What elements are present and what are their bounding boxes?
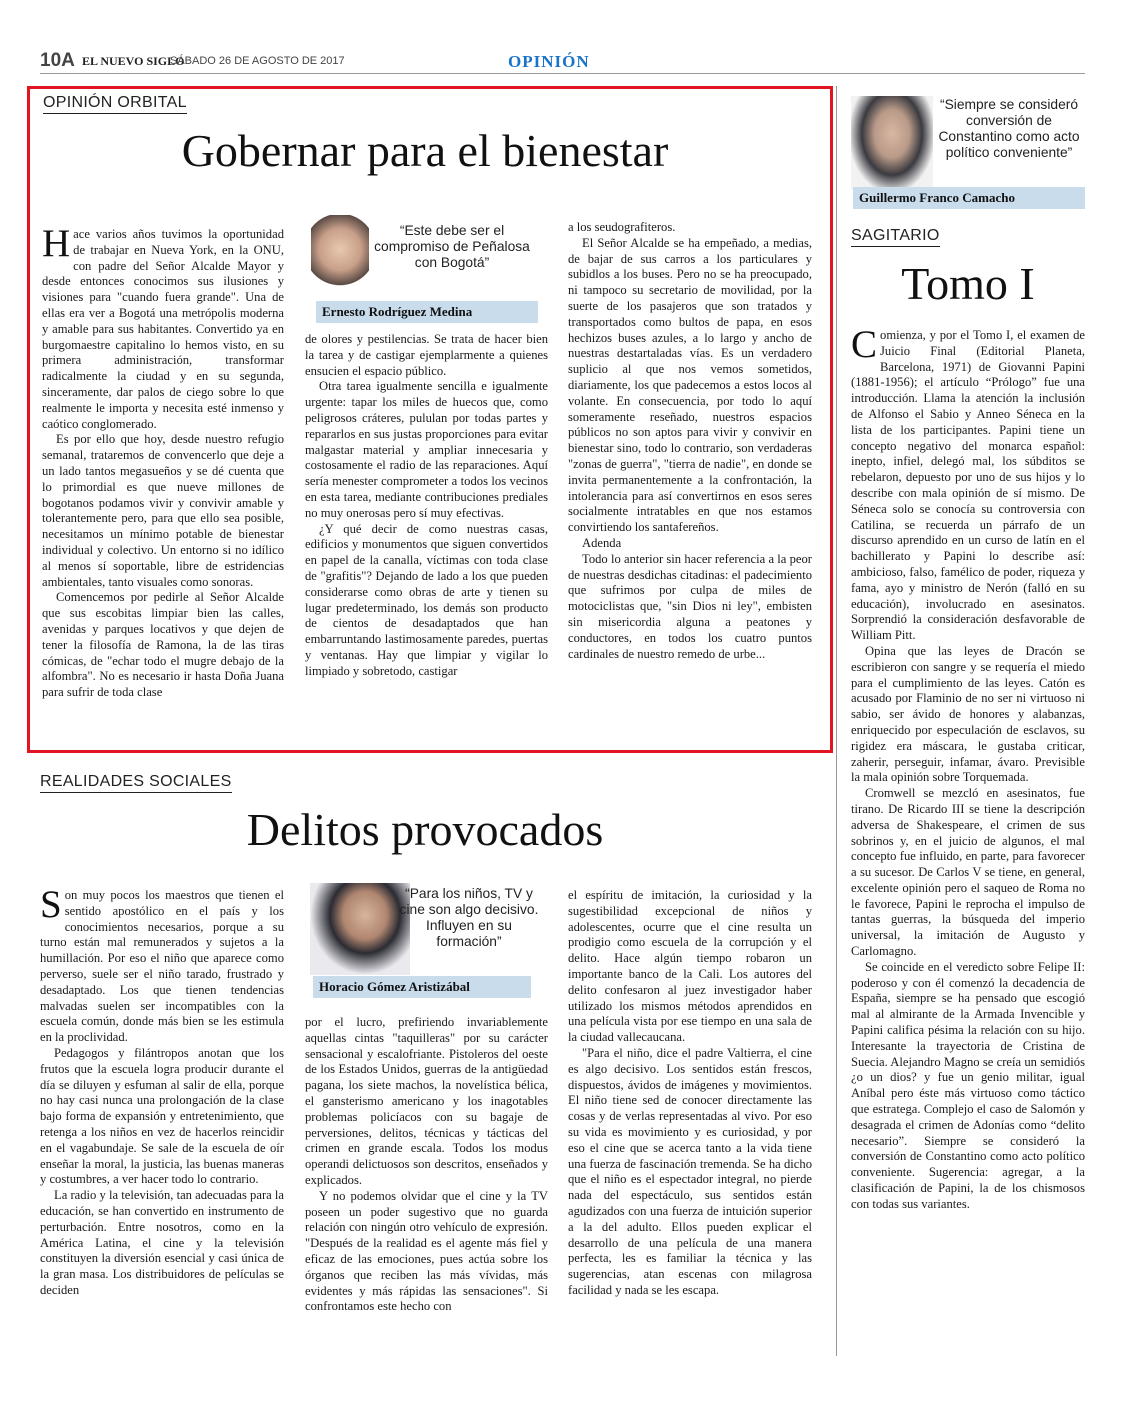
article2-author: Horacio Gómez Aristizábal <box>313 976 531 998</box>
article1-author: Ernesto Rodríguez Medina <box>316 301 538 323</box>
article3-title: Tomo I <box>901 258 1035 309</box>
dropcap: C <box>851 328 878 366</box>
article3-kicker: SAGITARIO <box>851 227 940 247</box>
page-number: 10A <box>40 50 75 71</box>
article2-column-1: Son muy pocos los maestros que tienen el sentido apostólico en el país y los conocimientos necesarios, porque a su turno están mal remunerados y sujetos a la humillación. Por eso el niño que aparece como perverso, suele ser el niño tarado, frustrado y desadaptado. Los que tienen tendencias malvadas suelen ser incompatibles con la escuela común, donde más bien se les estimula en la proclividad. Pedagogos y filántropos anotan que los frutos que la escuela logra producir durante el día se diluyen y esfuman al salir de ella, porque no hay casi nunca una prolongación de la clase bajo forma de expansión y entretenimiento, que retenga a los niños en vez de hacerlos reincidir en el vagabundaje. Se sale de la escuela de oír enseñar la moral, la justicia, las buenas maneras y costumbres, a ver hacer todo lo contrario. La radio y la televisión, tan adecuadas para la educación, se han convertido en instrumento de perturbación. Entre nosotros, como en la América Latina, el cine y la televisión constituyen la diversión esencial y casi única de la gran masa. Los distribuidores de películas se deciden <box>40 888 284 1297</box>
article3-author: Guillermo Franco Camacho <box>853 187 1085 209</box>
publication-name: EL NUEVO SIGLO <box>82 54 185 68</box>
author-photo <box>851 96 933 190</box>
article1-kicker: OPINIÓN ORBITAL <box>43 94 187 114</box>
article3-column: Comienza, y por el Tomo I, el examen de Juicio Final (Editorial Planeta, Barcelona, 1971) de Giovanni Papini (1881-1956); el artículo “Prólogo” fue una introducción. Llama la atención la inclusión de Alfonso el Sabio y Anneo Séneca en la lista de los participantes. Papini tiene un concepto negativo del monarca español: inepto, infiel, delegó mal, los súbditos se rebelaron, depuesto por uno de sus hijos y lo describe con mala opinión de sí mismo. De Séneca solo se conocía su controversia con Catilina, se recuerda un párrafo de un discurso aprendido en un curso de latín en el bachillerato y Papini lo describe así: ambicioso, falso, famélico de poder, riqueza y fama, ayo y ministro de Nerón (falló en su educación), involucrado en asesinatos. Sorprendió la consideración desfavorable de William Pitt. Opina que las leyes de Dracón se escribieron con sangre y se requería el miedo para el cumplimiento de las leyes. Catón es acusado por Flaminio de no ser ni virtuoso ni sabio, ser ávido de honores y alabanzas, enriquecido por especulación de esclavos, su rigidez era máscara, le gustaba criticar, zaherir, perseguir, infamar, ávaro. Previsible la mala opinión sobre Torquemada. Cromwell se mezcló en asesinatos, fue tirano. De Ricardo III se tiene la descripción adversa de Shakespeare, el crimen de sus sobrinos y, en el juicio de algunos, el mal concepto fue influido, en parte, para favorecer a su sucesor. De Carlos V se tiene, en general, excelente opinión pero el saqueo de Roma no le favorece, Papini le reprocha el impulso de tantas guerras, la búsqueda del imperio universal, la imitación de Augusto y Carlomagno. Se coincide en el veredicto sobre Felipe II: poderoso y con él comenzó la decadencia de España, siempre se ha pensado que escogió mal al almirante de la Armada Invencible y Papini califica pésima la relación con su hijo. Interesante la trayectoria de Cristina de Suecia. Alejandro Magno se creía un semidiós ¿o un dios? y fue un genio militar, igual Aníbal pero éste más virtuoso como táctico que estratega. Complejo el caso de Salomón y desagrada el crimen de Adonías como “delito necesario”. Siempre se consideró la conversión de Constantino como acto político conveniente. Sugerencia: agregar, a la clasificación de Papini, la de los chismosos con todas sus variantes. <box>851 328 1085 1211</box>
article2-title: Delitos provocados <box>246 804 604 855</box>
article2-kicker: REALIDADES SOCIALES <box>40 773 232 793</box>
dropcap: S <box>40 888 62 926</box>
article2-pull-quote: “Para los niños, TV y cine son algo decisivo. Influyen en su formación” <box>399 886 539 949</box>
article2-column-3: el espíritu de imitación, la curiosidad y la sugestibilidad excepcional de niños y adolescentes, ocurre que el cine resulta un prodigio como escuela de la corrupción y el delito. Hace algún tiempo robaron un importante banco de la Cali. Los autores del delito confesaron al juez investigador haber utilizado los mismos métodos aprendidos en una película vista por ese tiempo en una sala de la ciudad vallecaucana. "Para el niño, dice el padre Valtierra, el cine es algo decisivo. Los sentidos están frescos, dispuestos, ávidos de imágenes y movimientos. El niño tiene sed de conocer directamente las cosas y de verlas representadas al vivo. Por eso su vida es movimiento y es curiosidad, y por eso el cine que se acerca tanto a la vida tiene una fuerza de fascinación tremenda. Se ha dicho que el niño es el espectador integral, no pierde nada del espectáculo, sus sentidos están agudizados con una fuerza de intuición superior a la del adulto. Ellos pueden explicar el desarrollo de una película de una manera perfecta, les es familiar la técnica y las sugerencias, atan escenas con milagrosa facilidad y nada se les escapa. <box>568 888 812 1297</box>
masthead <box>40 50 1085 74</box>
issue-date: SÁBADO 26 DE AGOSTO DE 2017 <box>170 55 345 67</box>
dropcap: H <box>42 227 71 265</box>
column-divider <box>836 86 837 1356</box>
article2-column-2: por el lucro, prefiriendo invariablemente aquellas cintas "taquilleras" por su carácter sensacional y escalofriante. Pistoleros del oeste de los Estados Unidos, guerras de la antigüedad pagana, los siete machos, la novelística bélica, el gansterismo americano y los inagotables problemas policíacos con su bagaje de perversiones, delitos, técnicas y tácticas del crimen en grande escala. Todos los modus operandi delictuosos son descritos, enseñados y explicados. Y no podemos olvidar que el cine y la TV poseen un poder sugestivo que no guarda relación con ningún otro vehículo de expresión. "Después de la realidad es el agente más fiel y eficaz de las emociones, pues actúa sobre los órganos que reciben las más vívidas, más evidentes y más rápidas las sensaciones". Si confrontamos este hecho con <box>305 1015 548 1314</box>
section-title: OPINIÓN <box>508 52 590 71</box>
author-photo <box>311 215 369 301</box>
article1-pull-quote: “Este debe ser el compromiso de Peñalosa con Bogotá” <box>374 223 530 270</box>
article1-column-2: de olores y pestilencias. Se trata de hacer bien la tarea y de castigar ejemplarmente a quienes ensucien el espacio público. Otra tarea igualmente sencilla e igualmente urgente: tapar los miles de huecos que, como peligrosos cráteres, pululan por todas partes y repararlos en sus justas proporciones para evitar malgastar material y ampliar innecesaria y costosamente el radio de las reparaciones. Aquí sería menester comprometer a todos los vecinos en esta tarea, mediante contribuciones prediales no muy onerosas pero sí muy efectivas. ¿Y qué decir de como nuestras casas, edificios y monumentos que siguen convertidos en papel de la canalla, víctimas con toda clase de "grafitis"? Dejando de lado a los que pueden considerarse como obras de arte y tienen su lugar predeterminado, los demás son producto de cientos de desadaptados que han embarruntando lastimosamente paredes, puertas y ventanas. Hay que limpiar y vigilar lo limpiado y sobretodo, castigar <box>305 332 548 678</box>
article1-column-3: a los seudografiteros. El Señor Alcalde se ha empeñado, a medias, de bajar de sus carros a los particulares y subidlos a los buses. Pero no se ha preocupado, ni tampoco su secretario de movilidad, por la suerte de los pasajeros que son tratados y transportados como bultos de papa, en esos hechizos buses azules, a lo largo y ancho de nuestras destartaladas vías. Es un verdadero suplicio al que nos vemos sometidos, diariamente, los que padecemos a estos locos al volante. En consecuencia, por todo lo aquí someramente reseñado, nuestros espacios públicos no son aptos para vivir y convivir en bienestar sino, todo lo contrario, son verdaderas "zonas de guerra", "tierra de nadie", en donde se invita permanentemente a la confrontación, la intolerancia para así convertirnos en esos seres socialmente intratables en que nos estamos convirtiendo los santafereños. Adenda Todo lo anterior sin hacer referencia a la peor de nuestras desdichas citadinas: el padecimiento que sufrimos por culpa de miles de motociclistas que, "sin Dios ni ley", embisten sin misericordia alguna a peatones y conductores, en todos los cuatro puntos cardinales de nuestro remedo de urbe... <box>568 220 812 661</box>
article3-pull-quote: “Siempre se consideró conversión de Constantino como acto político conveniente” <box>938 97 1080 160</box>
article1-column-1: Hace varios años tuvimos la oportunidad de trabajar en Nueva York, en la ONU, con padre del Señor Alcalde Mayor y desde entonces conocimos sus ilusiones y visiones para "cuando fuera grande". Una de ellas era ver a Bogotá una metrópolis moderna y amable para sus habitantes. Convertido ya en burgomaestre capitalino lo hemos visto, en su primera administración, transformar radicalmente la ciudad y en su segunda, sinceramente, dar palos de ciego sobre lo que realmente le importa y necesita esté inmenso y caótico conglomerado. Es por ello que hoy, desde nuestro refugio semanal, trataremos de convencerlo que deje a un lado tantos megasueños y se dé cuenta que lo primordial es que nueve millones de bogotanos podamos vivir y convivir amable y tolerantemente pero, para que ello sea posible, necesitamos un mínimo potable de bienestar individual y colectivo. Un entorno si no idílico al menos sí soportable, libre de estridencias ambientales, tanto visuales como sonoras. Comencemos por pedirle al Señor Alcalde que sus escobitas limpiar bien las calles, avenidas y parques locativos y que dejen de tener la filosofía de Ramona, la de las tiras cómicas, de "echar todo el mugre debajo de la alfombra". No es necesario ir hasta Doña Juana para sufrir de toda clase <box>42 227 284 700</box>
article1-title: Gobernar para el bienestar <box>181 125 669 176</box>
